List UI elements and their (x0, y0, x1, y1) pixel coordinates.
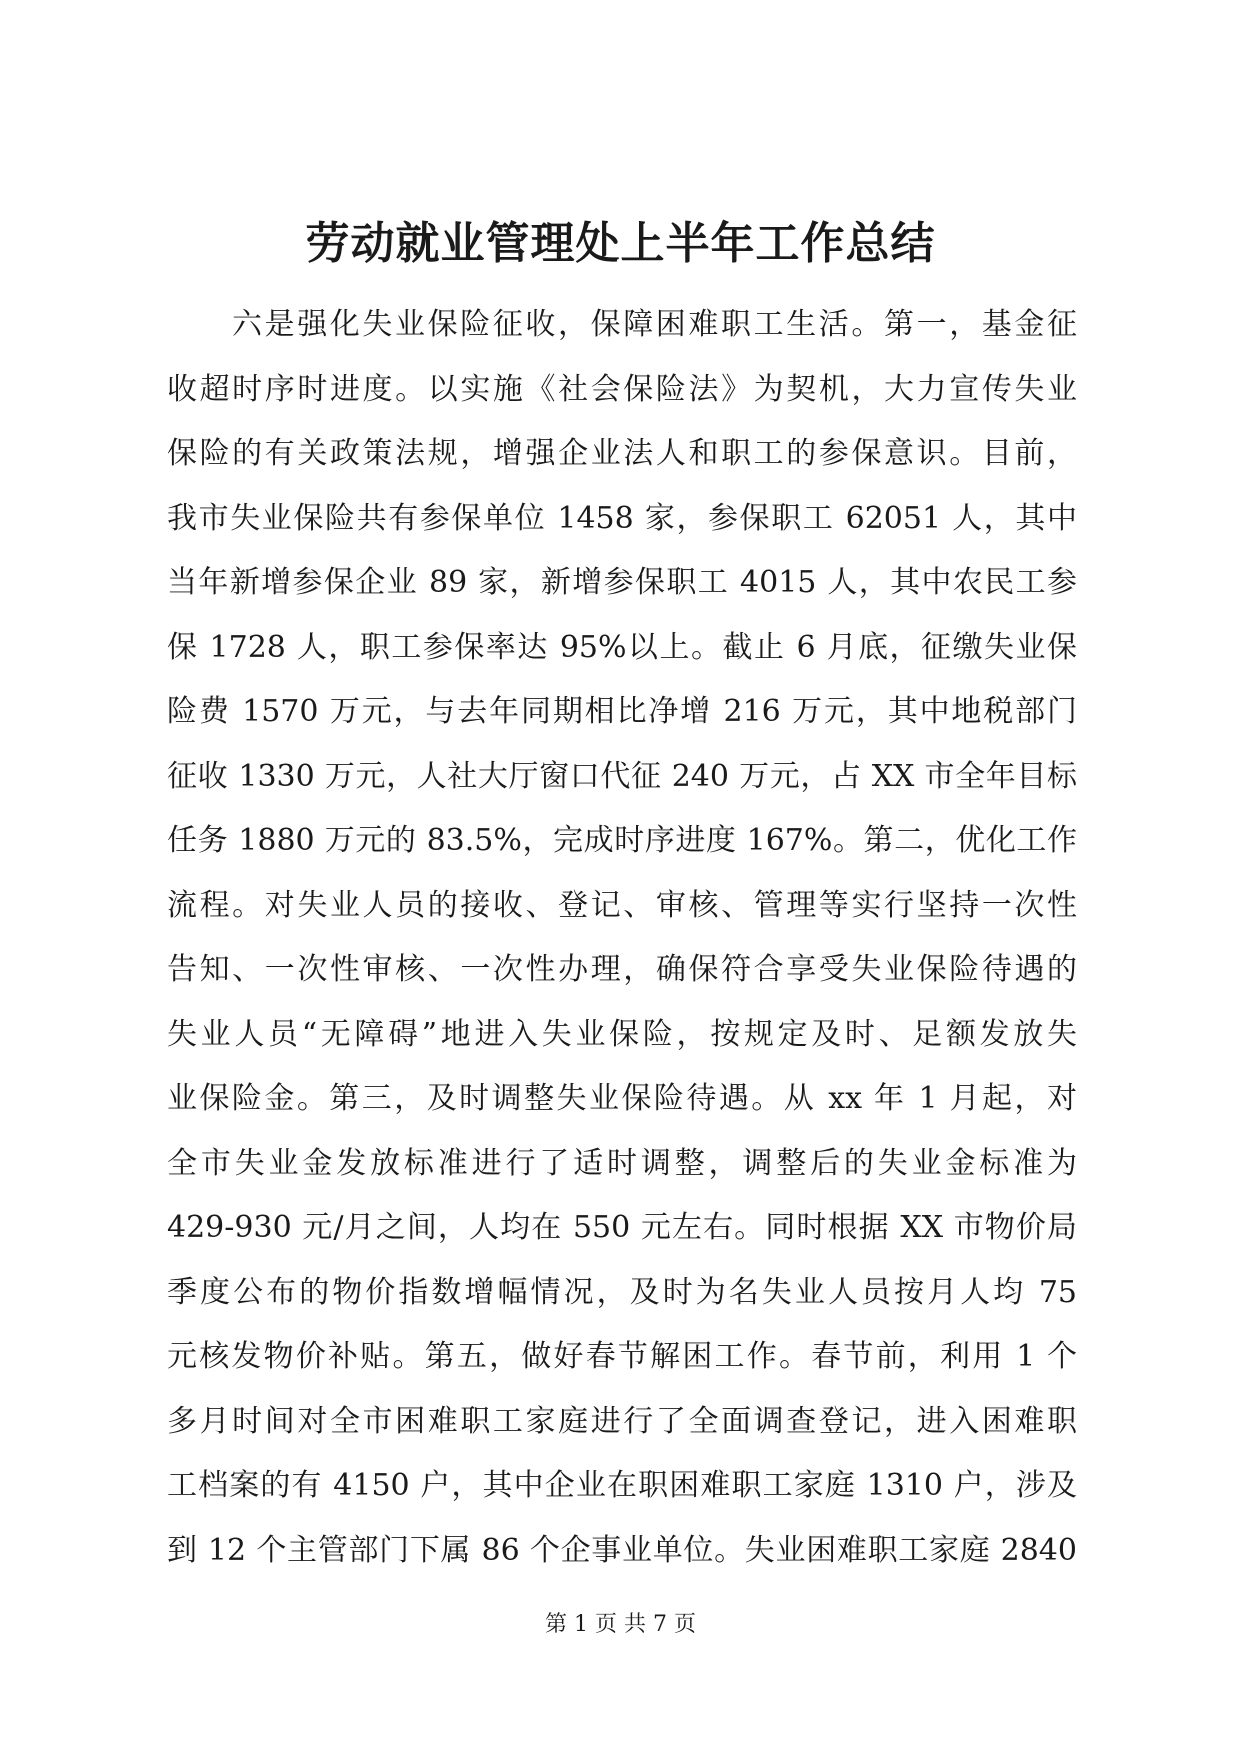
body-line: 收超时序时进度。以实施《社会保险法》为契机，大力宣传失业 (167, 371, 1077, 407)
body-line: 业保险金。第三，及时调整失业保险待遇。从 xx 年 1 月起，对 (167, 1081, 1077, 1116)
document-title: 劳动就业管理处上半年工作总结 (305, 218, 936, 269)
body-line: 多月时间对全市困难职工家庭进行了全面调查登记，进入困难职 (167, 1403, 1077, 1439)
body-line: 险费 1570 万元，与去年同期相比净增 216 万元，其中地税部门 (167, 694, 1077, 729)
body-line: 当年新增参保企业 89 家，新增参保职工 4015 人，其中农民工参 (167, 565, 1077, 600)
body-line: 征收 1330 万元，人社大厅窗口代征 240 万元，占 XX 市全年目标 (167, 758, 1077, 794)
body-line: 六是强化失业保险征收，保障困难职工生活。第一，基金征 (232, 307, 1077, 342)
body-line: 到 12 个主管部门下属 86 个企事业单位。失业困难职工家庭 2840 (167, 1532, 1077, 1568)
body-line: 429-930 元/月之间，人均在 550 元左右。同时根据 XX 市物价局 (167, 1210, 1077, 1245)
body-line: 告知、一次性审核、一次性办理，确保符合享受失业保险待遇的 (167, 952, 1077, 987)
body-line: 季度公布的物价指数增幅情况，及时为名失业人员按月人均 75 (167, 1274, 1077, 1310)
body-line: 元核发物价补贴。第五，做好春节解困工作。春节前，利用 1 个 (167, 1339, 1077, 1374)
body-line: 我市失业保险共有参保单位 1458 家，参保职工 62051 人，其中 (167, 500, 1077, 536)
body-line: 工档案的有 4150 户，其中企业在职困难职工家庭 1310 户，涉及 (167, 1468, 1077, 1503)
body-line: 全市失业金发放标准进行了适时调整，调整后的失业金标准为 (167, 1145, 1077, 1181)
body-line: 保 1728 人，职工参保率达 95%以上。截止 6 月底，征缴失业保 (167, 629, 1077, 665)
body-line: 失业人员“无障碍”地进入失业保险，按规定及时、足额发放失 (167, 1016, 1077, 1052)
page-number-footer: 第 1 页 共 7 页 (545, 1612, 696, 1637)
document-body (167, 293, 1077, 1583)
body-line: 保险的有关政策法规，增强企业法人和职工的参保意识。目前， (167, 436, 1077, 471)
body-line: 流程。对失业人员的接收、登记、审核、管理等实行坚持一次性 (167, 887, 1077, 923)
body-line: 任务 1880 万元的 83.5%，完成时序进度 167%。第二，优化工作 (167, 823, 1077, 858)
